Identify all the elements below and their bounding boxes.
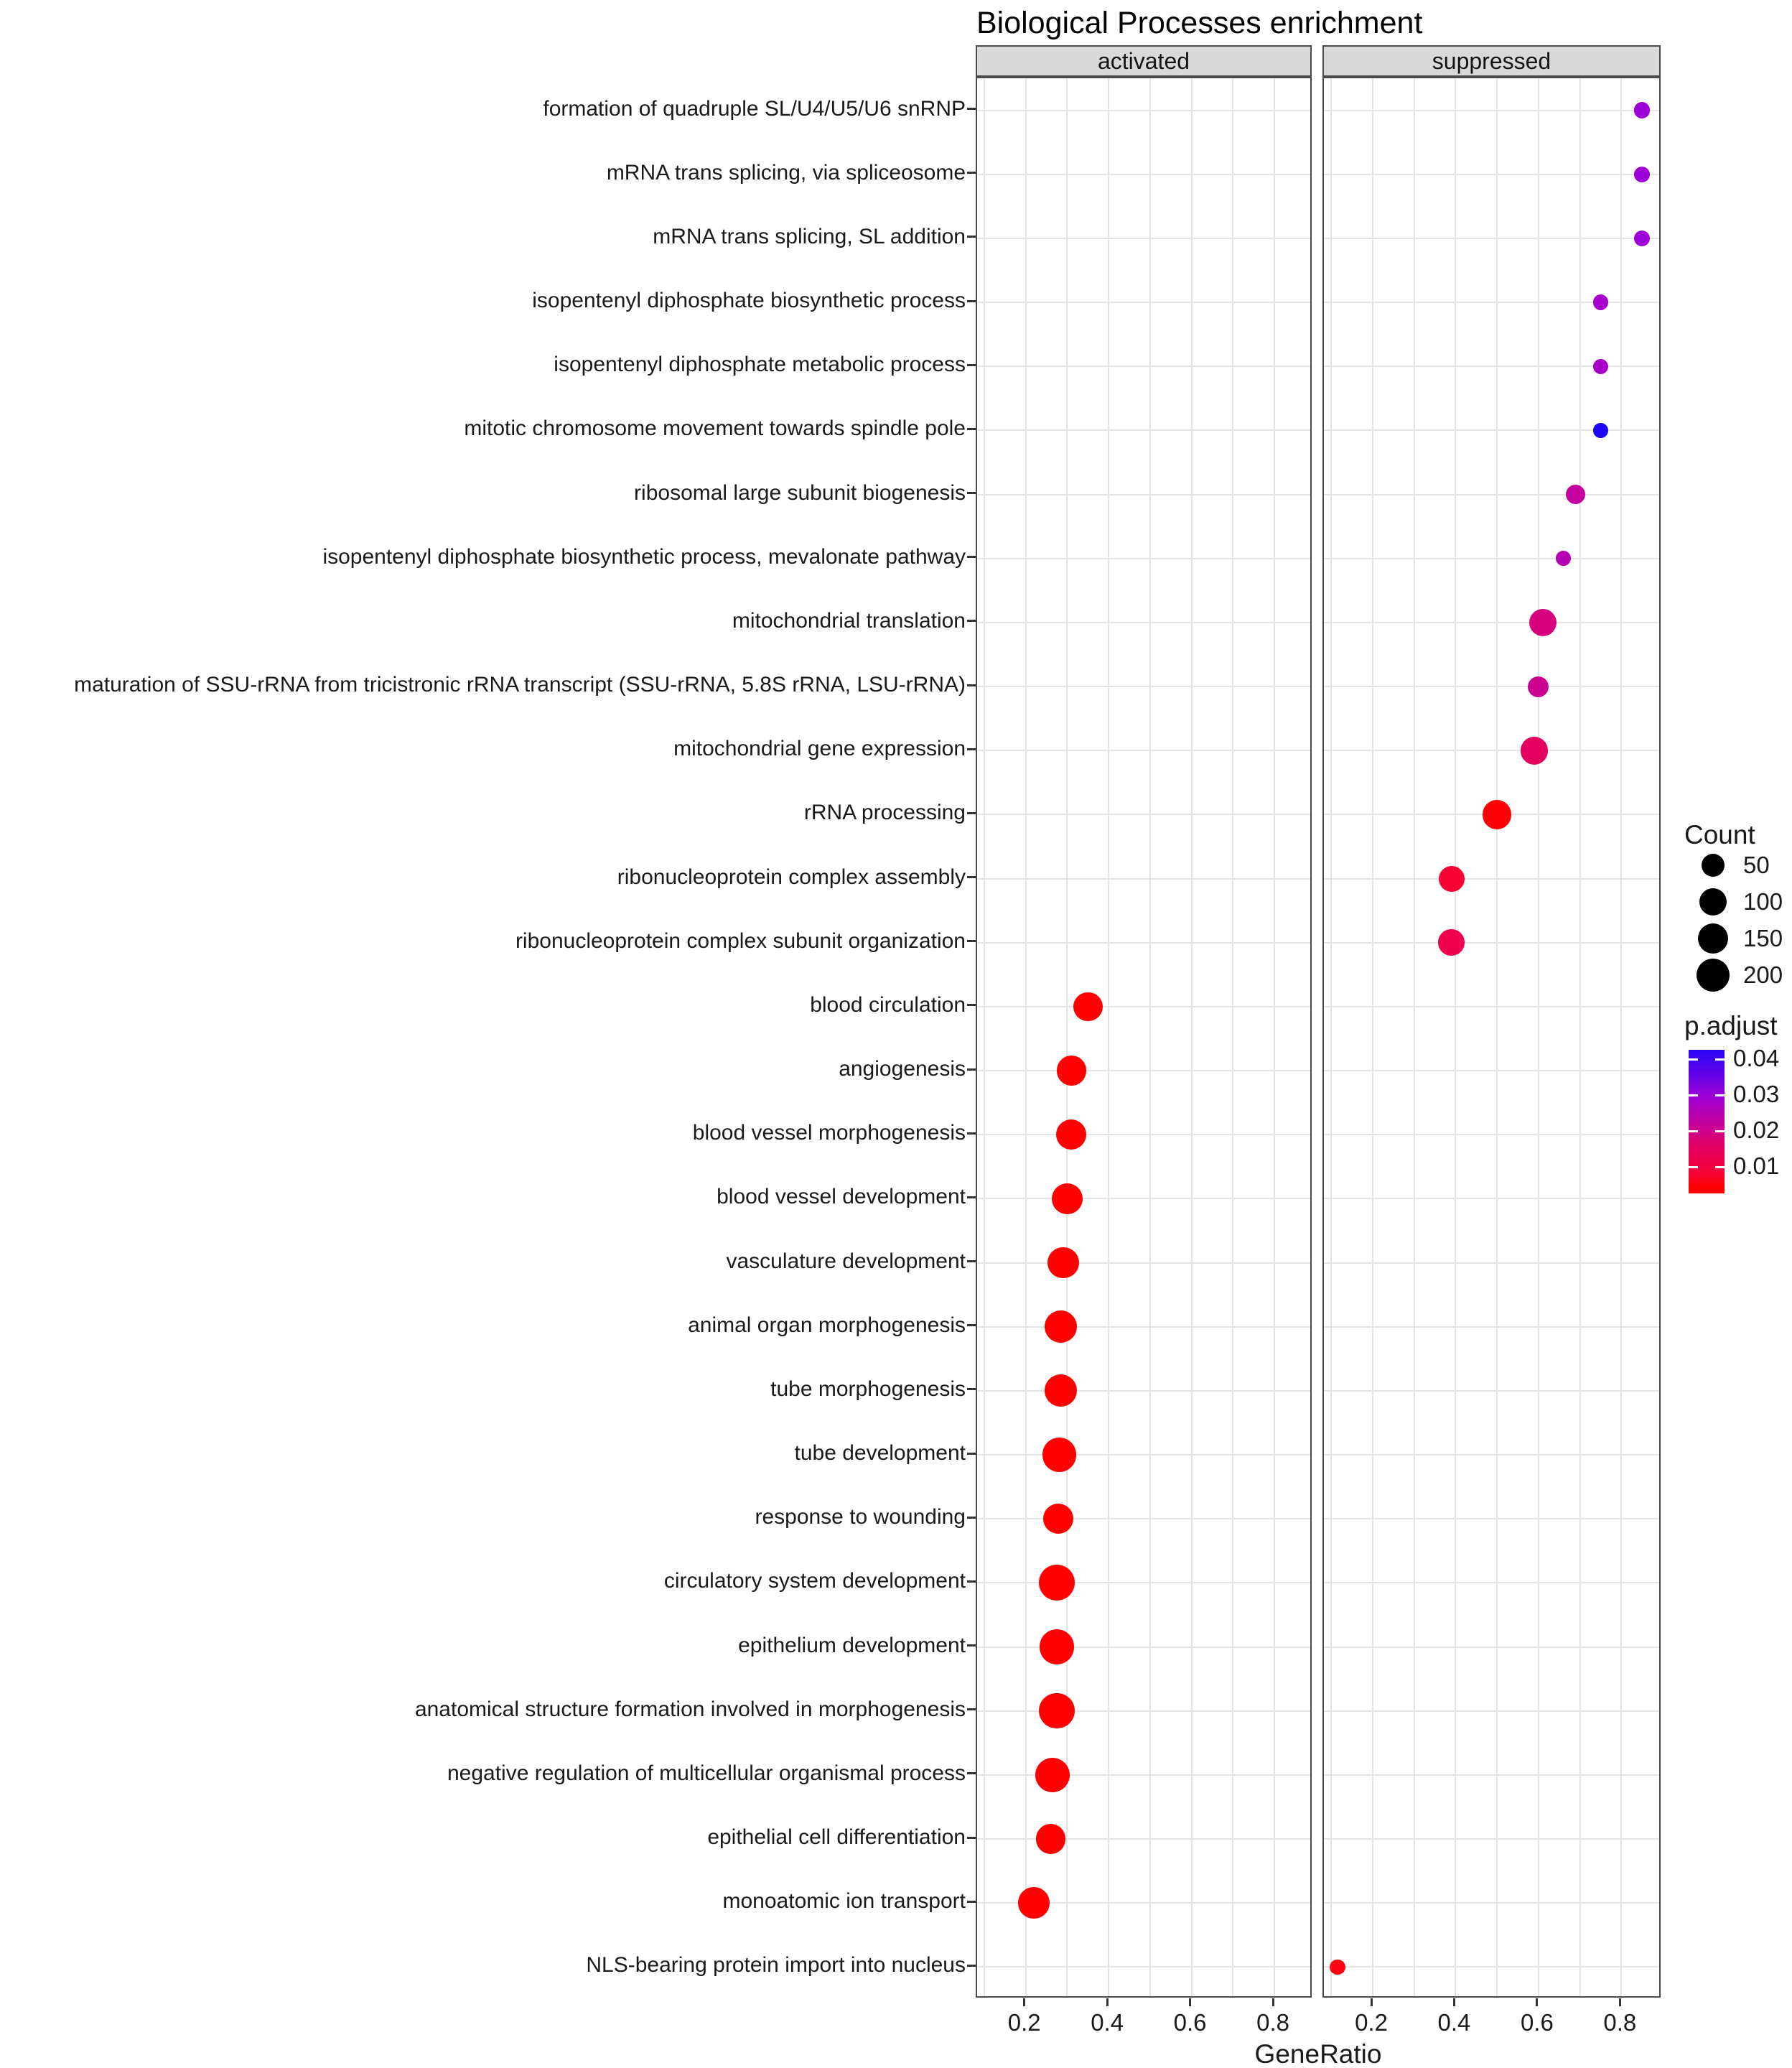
h-gridline (1324, 622, 1659, 623)
h-gridline (977, 1262, 1310, 1264)
h-gridline (977, 1070, 1310, 1071)
y-axis-label: tube morphogenesis (770, 1377, 966, 1401)
y-tick-mark (967, 556, 976, 558)
x-tick-label: 0.8 (1256, 2009, 1289, 2036)
v-gridline (984, 78, 985, 1996)
y-tick-mark (967, 236, 976, 238)
data-point (1528, 676, 1549, 697)
h-gridline (1324, 1774, 1659, 1776)
colorbar-tick (1689, 1058, 1698, 1061)
h-gridline (1324, 558, 1659, 559)
h-gridline (1324, 878, 1659, 880)
h-gridline (977, 238, 1310, 239)
count-legend-label: 200 (1743, 961, 1783, 988)
h-gridline (977, 814, 1310, 815)
data-point (1042, 1438, 1077, 1472)
y-axis-label: angiogenesis (839, 1057, 966, 1081)
count-legend-title: Count (1684, 820, 1755, 849)
data-point (1052, 1183, 1083, 1214)
y-axis-label: NLS-bearing protein import into nucleus (586, 1953, 966, 1978)
x-tick-mark (1453, 1998, 1455, 2006)
h-gridline (977, 1454, 1310, 1455)
h-gridline (977, 942, 1310, 944)
h-gridline (1324, 1710, 1659, 1712)
h-gridline (977, 1134, 1310, 1135)
h-gridline (977, 1774, 1310, 1776)
y-axis-label: maturation of SSU-rRNA from tricistronic rRNA transcript (SSU-rRNA, 5.8S rRNA, LSU-rRNA) (74, 673, 966, 697)
h-gridline (1324, 1902, 1659, 1904)
h-gridline (1324, 1582, 1659, 1583)
h-gridline (1324, 110, 1659, 111)
data-point (1057, 1056, 1086, 1085)
y-tick-mark (967, 1068, 976, 1071)
h-gridline (977, 878, 1310, 880)
h-gridline (1324, 750, 1659, 751)
h-gridline (1324, 1006, 1659, 1007)
y-tick-mark (967, 108, 976, 110)
y-tick-mark (967, 1708, 976, 1710)
data-point (1634, 230, 1650, 246)
data-point (1040, 1629, 1075, 1664)
y-axis-label: mRNA trans splicing, via spliceosome (606, 160, 966, 185)
h-gridline (977, 174, 1310, 175)
y-tick-mark (967, 1388, 976, 1390)
colorbar-tick (1689, 1130, 1698, 1132)
count-legend-label: 50 (1743, 852, 1770, 878)
y-tick-mark (967, 812, 976, 814)
data-point (1593, 294, 1608, 309)
y-tick-mark (967, 1644, 976, 1647)
data-point (1043, 1504, 1073, 1534)
data-point (1056, 1119, 1086, 1150)
data-point (1556, 551, 1571, 566)
y-axis-label: isopentenyl diphosphate biosynthetic process (532, 289, 966, 313)
h-gridline (977, 1710, 1310, 1712)
h-gridline (977, 622, 1310, 623)
h-gridline (977, 1582, 1310, 1583)
y-axis-label: anatomical structure formation involved in morphogenesis (414, 1697, 966, 1721)
v-gridline (1232, 78, 1233, 1996)
x-tick-mark (1189, 1998, 1191, 2006)
v-gridline (1414, 78, 1415, 1996)
data-point (1529, 609, 1557, 636)
y-tick-mark (967, 1132, 976, 1135)
y-axis-label: isopentenyl diphosphate biosynthetic process, mevalonate pathway (322, 544, 966, 569)
y-axis-label: mitochondrial translation (732, 608, 966, 633)
y-tick-mark (967, 876, 976, 878)
panel-suppressed (1322, 77, 1661, 1998)
h-gridline (1324, 302, 1659, 303)
h-gridline (1324, 1134, 1659, 1135)
padjust-tick-label: 0.04 (1733, 1045, 1780, 1071)
y-axis-label: circulatory system development (663, 1569, 966, 1593)
data-point (1593, 359, 1608, 374)
count-legend-label: 150 (1743, 925, 1783, 951)
y-tick-mark (967, 620, 976, 622)
v-gridline (1108, 78, 1109, 1996)
y-tick-mark (967, 1772, 976, 1774)
v-gridline (1191, 78, 1193, 1996)
y-axis-label: monoatomic ion transport (722, 1889, 966, 1914)
x-axis-title: GeneRatio (1254, 2039, 1382, 2068)
y-axis-label: blood vessel development (717, 1185, 966, 1209)
x-tick-mark (1023, 1998, 1025, 2006)
y-axis-label: vasculature development (726, 1249, 966, 1273)
y-axis-label: ribonucleoprotein complex assembly (617, 865, 966, 889)
y-axis-label: epithelium development (738, 1633, 966, 1657)
y-tick-mark (967, 172, 976, 174)
h-gridline (1324, 365, 1659, 367)
v-gridline (1455, 78, 1456, 1996)
colorbar-tick (1715, 1130, 1725, 1132)
data-point (1036, 1824, 1065, 1853)
y-tick-mark (967, 1260, 976, 1262)
v-gridline (1579, 78, 1581, 1996)
h-gridline (977, 494, 1310, 495)
y-axis-label: isopentenyl diphosphate metabolic process (554, 353, 966, 377)
h-gridline (1324, 1070, 1659, 1071)
x-tick-label: 0.4 (1091, 2009, 1124, 2036)
h-gridline (1324, 429, 1659, 431)
h-gridline (977, 1966, 1310, 1967)
x-tick-label: 0.2 (1007, 2009, 1041, 2036)
h-gridline (977, 1647, 1310, 1648)
x-tick-label: 0.6 (1520, 2009, 1554, 2036)
h-gridline (977, 429, 1310, 431)
colorbar-tick (1715, 1094, 1725, 1096)
y-tick-mark (967, 1453, 976, 1455)
data-point (1634, 167, 1650, 182)
h-gridline (1324, 1966, 1659, 1967)
y-axis-label: mitotic chromosome movement towards spindle pole (464, 416, 966, 441)
y-tick-mark (967, 1837, 976, 1839)
facet-strip-label-activated: activated (1097, 47, 1190, 74)
data-point (1018, 1887, 1050, 1919)
facet-strip-activated (976, 45, 1312, 77)
data-point (1439, 866, 1465, 892)
x-tick-label: 0.2 (1355, 2009, 1388, 2036)
h-gridline (1324, 1326, 1659, 1328)
y-axis-label: animal organ morphogenesis (688, 1313, 966, 1337)
y-axis-label: formation of quadruple SL/U4/U5/U6 snRNP (543, 96, 966, 121)
v-gridline (1372, 78, 1373, 1996)
y-axis-label: epithelial cell differentiation (707, 1825, 966, 1850)
data-point (1045, 1374, 1077, 1407)
plot-title: Biological Processes enrichment (976, 6, 1423, 40)
y-axis-label: rRNA processing (803, 801, 966, 825)
count-legend-dot-50 (1702, 854, 1725, 877)
x-tick-label: 0.8 (1603, 2009, 1637, 2036)
h-gridline (977, 1326, 1310, 1328)
padjust-colorbar (1689, 1050, 1725, 1193)
y-tick-mark (967, 1517, 976, 1519)
x-tick-mark (1371, 1998, 1373, 2006)
padjust-tick-label: 0.03 (1733, 1081, 1780, 1107)
h-gridline (977, 750, 1310, 751)
h-gridline (1324, 174, 1659, 175)
data-point (1047, 1247, 1079, 1279)
data-point (1073, 992, 1103, 1022)
colorbar-tick (1715, 1058, 1725, 1061)
h-gridline (1324, 1518, 1659, 1519)
data-point (1039, 1565, 1075, 1601)
x-tick-label: 0.4 (1437, 2009, 1471, 2036)
padjust-legend-title: p.adjust (1684, 1011, 1778, 1040)
y-tick-mark (967, 1196, 976, 1198)
data-point (1566, 485, 1585, 504)
v-gridline (1538, 78, 1539, 1996)
y-tick-mark (967, 1004, 976, 1006)
y-tick-mark (967, 364, 976, 366)
y-tick-mark (967, 684, 976, 686)
y-tick-mark (967, 748, 976, 750)
y-tick-mark (967, 1901, 976, 1903)
v-gridline (1274, 78, 1275, 1996)
h-gridline (1324, 1454, 1659, 1455)
h-gridline (1324, 1198, 1659, 1199)
y-tick-mark (967, 428, 976, 430)
colorbar-tick (1715, 1166, 1725, 1168)
v-gridline (1330, 78, 1332, 1996)
h-gridline (1324, 1262, 1659, 1264)
colorbar-tick (1689, 1166, 1698, 1168)
padjust-tick-label: 0.01 (1733, 1152, 1780, 1179)
data-point (1045, 1310, 1077, 1343)
count-legend-dot-150 (1698, 923, 1729, 954)
data-point (1593, 423, 1608, 438)
h-gridline (1324, 1390, 1659, 1392)
h-gridline (977, 1838, 1310, 1840)
h-gridline (977, 302, 1310, 303)
y-tick-mark (967, 492, 976, 494)
y-axis-label: mRNA trans splicing, SL addition (653, 224, 966, 248)
count-legend-dot-200 (1697, 959, 1730, 992)
y-axis-label: blood vessel morphogenesis (692, 1121, 966, 1145)
data-point (1521, 737, 1549, 765)
y-tick-mark (967, 1580, 976, 1583)
v-gridline (1496, 78, 1498, 1996)
count-legend-dot-100 (1699, 888, 1727, 916)
y-axis-label: blood circulation (810, 992, 966, 1017)
y-tick-mark (967, 940, 976, 942)
h-gridline (1324, 494, 1659, 495)
x-tick-mark (1106, 1998, 1109, 2006)
h-gridline (977, 110, 1310, 111)
data-point (1483, 800, 1511, 829)
y-axis-label: response to wounding (755, 1505, 966, 1529)
y-tick-mark (967, 300, 976, 302)
h-gridline (1324, 686, 1659, 687)
facet-strip-label-suppressed: suppressed (1432, 47, 1551, 74)
y-tick-mark (967, 1965, 976, 1967)
y-axis-label: mitochondrial gene expression (673, 737, 966, 761)
h-gridline (1324, 1647, 1659, 1648)
x-tick-label: 0.6 (1173, 2009, 1207, 2036)
data-point (1634, 102, 1650, 118)
y-axis-label: ribosomal large subunit biogenesis (634, 480, 966, 505)
h-gridline (977, 365, 1310, 367)
h-gridline (977, 1198, 1310, 1199)
count-legend-label: 100 (1743, 888, 1783, 915)
data-point (1039, 1693, 1075, 1729)
v-gridline (1149, 78, 1151, 1996)
v-gridline (1025, 78, 1027, 1996)
y-axis-label: tube development (794, 1441, 966, 1466)
h-gridline (1324, 238, 1659, 239)
h-gridline (1324, 942, 1659, 944)
h-gridline (977, 1390, 1310, 1392)
data-point (1438, 929, 1465, 956)
facet-strip-suppressed (1322, 45, 1661, 77)
data-point (1035, 1758, 1070, 1792)
colorbar-tick (1689, 1094, 1698, 1096)
padjust-tick-label: 0.02 (1733, 1117, 1780, 1143)
h-gridline (977, 558, 1310, 559)
x-tick-mark (1619, 1998, 1621, 2006)
y-axis-label: ribonucleoprotein complex subunit organization (515, 928, 966, 953)
h-gridline (977, 1518, 1310, 1519)
y-axis-label: negative regulation of multicellular organismal process (447, 1761, 966, 1785)
h-gridline (977, 686, 1310, 687)
h-gridline (977, 1006, 1310, 1007)
data-point (1330, 1960, 1345, 1975)
y-tick-mark (967, 1324, 976, 1326)
panel-activated (976, 77, 1312, 1998)
h-gridline (1324, 1838, 1659, 1840)
x-tick-mark (1536, 1998, 1538, 2006)
x-tick-mark (1272, 1998, 1274, 2006)
v-gridline (1620, 78, 1622, 1996)
